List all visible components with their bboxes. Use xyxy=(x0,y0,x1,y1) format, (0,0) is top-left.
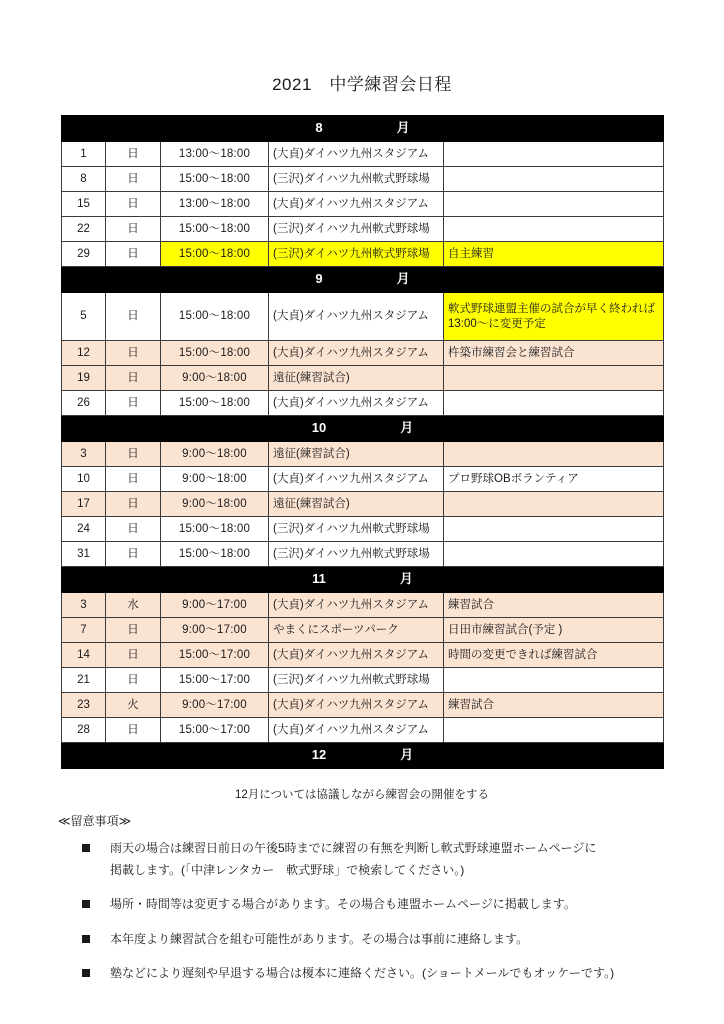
month-banner-row xyxy=(62,116,664,142)
cell-weekday: 日 xyxy=(106,391,161,416)
remarks-heading: ≪留意事項≫ xyxy=(58,814,132,828)
cell-time-range: 9:00～18:00 xyxy=(161,442,269,467)
cell-venue: (三沢)ダイハツ九州軟式野球場 xyxy=(269,517,444,542)
cell-weekday: 日 xyxy=(106,618,161,643)
cell-time-range: 13:00～18:00 xyxy=(161,192,269,217)
cell-time-range: 15:00～18:00 xyxy=(161,341,269,366)
cell-venue: (大貞)ダイハツ九州スタジアム xyxy=(269,467,444,492)
month-banner-cell xyxy=(62,743,664,769)
cell-day-number: 10 xyxy=(62,467,106,492)
schedule-table xyxy=(61,115,664,769)
month-banner-row xyxy=(62,743,664,769)
month-banner-row xyxy=(62,567,664,593)
cell-time-range: 15:00～18:00 xyxy=(161,391,269,416)
table-row xyxy=(62,341,664,366)
table-row xyxy=(62,542,664,567)
december-footnote: 12月については協議しながら練習会の開催をする xyxy=(234,789,490,801)
cell-venue: (大貞)ダイハツ九州スタジアム xyxy=(269,693,444,718)
cell-day-number: 7 xyxy=(62,618,106,643)
month-banner-cell xyxy=(62,267,664,293)
cell-time-range: 15:00～18:00 xyxy=(161,542,269,567)
square-bullet-icon xyxy=(82,969,90,977)
month-kanji-label: 月 xyxy=(400,747,414,763)
month-number: 9 xyxy=(315,271,323,287)
cell-weekday: 日 xyxy=(106,718,161,743)
cell-weekday: 日 xyxy=(106,242,161,267)
month-kanji-label: 月 xyxy=(400,420,414,436)
month-kanji-label: 月 xyxy=(396,271,410,287)
table-row xyxy=(62,142,664,167)
remark-item xyxy=(58,837,678,881)
month-banner-row xyxy=(62,416,664,442)
table-row xyxy=(62,517,664,542)
cell-weekday: 日 xyxy=(106,643,161,668)
cell-venue: (三沢)ダイハツ九州軟式野球場 xyxy=(269,542,444,567)
cell-note xyxy=(444,542,664,567)
cell-day-number: 8 xyxy=(62,167,106,192)
cell-venue: (大貞)ダイハツ九州スタジアム xyxy=(269,643,444,668)
cell-day-number: 17 xyxy=(62,492,106,517)
cell-note xyxy=(444,293,664,341)
remark-text-line: 場所・時間等は変更する場合があります。その場合も連盟ホームページに掲載します。 xyxy=(110,897,576,912)
cell-note xyxy=(444,167,664,192)
table-row xyxy=(62,442,664,467)
remark-text-line: 本年度より練習試合を組む可能性があります。その場合は事前に連絡します。 xyxy=(110,931,529,946)
cell-day-number: 23 xyxy=(62,693,106,718)
cell-note: プロ野球OBボランティア xyxy=(444,467,664,492)
remark-item xyxy=(58,962,678,984)
cell-note xyxy=(444,142,664,167)
cell-note xyxy=(444,668,664,693)
cell-note xyxy=(444,366,664,391)
remarks-section xyxy=(58,812,678,996)
cell-time-range: 15:00～18:00 xyxy=(161,293,269,341)
cell-day-number: 3 xyxy=(62,593,106,618)
cell-weekday: 日 xyxy=(106,192,161,217)
table-row xyxy=(62,618,664,643)
remark-item xyxy=(58,893,678,915)
table-row xyxy=(62,643,664,668)
remark-text-line: 掲載します。(「中津レンタカー 軟式野球」で検索してください。) xyxy=(110,863,465,878)
cell-weekday: 日 xyxy=(106,142,161,167)
table-row xyxy=(62,366,664,391)
cell-time-range: 15:00～18:00 xyxy=(161,242,269,267)
cell-note: 杵築市練習会と練習試合 xyxy=(444,341,664,366)
cell-venue: (三沢)ダイハツ九州軟式野球場 xyxy=(269,217,444,242)
cell-day-number: 22 xyxy=(62,217,106,242)
month-banner-cell xyxy=(62,116,664,142)
month-number: 10 xyxy=(311,420,327,436)
cell-time-range: 13:00～18:00 xyxy=(161,142,269,167)
table-row xyxy=(62,192,664,217)
cell-weekday: 日 xyxy=(106,542,161,567)
cell-note xyxy=(444,192,664,217)
page-title: 2021 中学練習会日程 xyxy=(272,75,452,94)
cell-time-range: 9:00～18:00 xyxy=(161,492,269,517)
cell-weekday: 日 xyxy=(106,167,161,192)
cell-venue: (三沢)ダイハツ九州軟式野球場 xyxy=(269,167,444,192)
cell-weekday: 日 xyxy=(106,442,161,467)
cell-time-range: 9:00～17:00 xyxy=(161,693,269,718)
cell-note: 練習試合 xyxy=(444,593,664,618)
cell-venue: (大貞)ダイハツ九州スタジアム xyxy=(269,293,444,341)
remarks-list xyxy=(58,837,678,984)
cell-note: 時間の変更できれば練習試合 xyxy=(444,643,664,668)
cell-note xyxy=(444,517,664,542)
cell-venue: (大貞)ダイハツ九州スタジアム xyxy=(269,142,444,167)
cell-time-range: 9:00～17:00 xyxy=(161,618,269,643)
remark-text-line: 塾などにより遅刻や早退する場合は榎本に連絡ください。(ショートメールでもオッケーです。) xyxy=(110,965,615,980)
cell-time-range: 15:00～18:00 xyxy=(161,517,269,542)
cell-note xyxy=(444,442,664,467)
square-bullet-icon xyxy=(82,900,90,908)
cell-venue: (大貞)ダイハツ九州スタジアム xyxy=(269,391,444,416)
cell-note xyxy=(444,217,664,242)
cell-weekday: 水 xyxy=(106,593,161,618)
cell-venue: 遠征(練習試合) xyxy=(269,366,444,391)
cell-day-number: 14 xyxy=(62,643,106,668)
cell-note xyxy=(444,492,664,517)
table-row xyxy=(62,242,664,267)
table-row xyxy=(62,593,664,618)
cell-note xyxy=(444,391,664,416)
cell-day-number: 19 xyxy=(62,366,106,391)
cell-note: 自主練習 xyxy=(444,242,664,267)
cell-weekday: 日 xyxy=(106,341,161,366)
cell-weekday: 日 xyxy=(106,668,161,693)
cell-venue: (大貞)ダイハツ九州スタジアム xyxy=(269,192,444,217)
schedule-table-body xyxy=(62,116,664,769)
table-row xyxy=(62,668,664,693)
schedule-table-container xyxy=(61,115,663,769)
cell-venue: やまくにスポーツパーク xyxy=(269,618,444,643)
cell-venue: (大貞)ダイハツ九州スタジアム xyxy=(269,341,444,366)
table-row xyxy=(62,167,664,192)
cell-venue: (三沢)ダイハツ九州軟式野球場 xyxy=(269,668,444,693)
month-number: 8 xyxy=(315,120,323,136)
cell-day-number: 15 xyxy=(62,192,106,217)
cell-weekday: 日 xyxy=(106,293,161,341)
table-row xyxy=(62,718,664,743)
cell-weekday: 日 xyxy=(106,467,161,492)
cell-time-range: 9:00～18:00 xyxy=(161,467,269,492)
cell-time-range: 15:00～18:00 xyxy=(161,167,269,192)
cell-weekday: 日 xyxy=(106,366,161,391)
cell-note xyxy=(444,718,664,743)
cell-day-number: 31 xyxy=(62,542,106,567)
cell-day-number: 24 xyxy=(62,517,106,542)
cell-venue: 遠征(練習試合) xyxy=(269,442,444,467)
table-row xyxy=(62,467,664,492)
month-number: 11 xyxy=(312,571,326,587)
remark-text-line: 雨天の場合は練習日前日の午後5時までに練習の有無を判断し軟式野球連盟ホームページに xyxy=(110,841,597,855)
month-banner-cell xyxy=(62,567,664,593)
cell-time-range: 9:00～17:00 xyxy=(161,593,269,618)
cell-time-range: 15:00～17:00 xyxy=(161,668,269,693)
cell-venue: 遠征(練習試合) xyxy=(269,492,444,517)
cell-day-number: 5 xyxy=(62,293,106,341)
cell-day-number: 1 xyxy=(62,142,106,167)
table-row xyxy=(62,693,664,718)
remark-item xyxy=(58,928,678,950)
month-banner-cell xyxy=(62,416,664,442)
table-row xyxy=(62,492,664,517)
month-number: 12 xyxy=(311,747,327,763)
month-banner-row xyxy=(62,267,664,293)
square-bullet-icon xyxy=(82,844,90,852)
cell-weekday: 火 xyxy=(106,693,161,718)
cell-weekday: 日 xyxy=(106,517,161,542)
cell-day-number: 26 xyxy=(62,391,106,416)
month-kanji-label: 月 xyxy=(396,120,410,136)
table-row xyxy=(62,391,664,416)
cell-day-number: 3 xyxy=(62,442,106,467)
square-bullet-icon xyxy=(82,935,90,943)
cell-note: 日田市練習試合(予定 ) xyxy=(444,618,664,643)
note-line: 軟式野球連盟主催の試合が早く終われば xyxy=(448,303,655,316)
cell-day-number: 29 xyxy=(62,242,106,267)
table-row xyxy=(62,293,664,341)
cell-venue: (大貞)ダイハツ九州スタジアム xyxy=(269,593,444,618)
month-kanji-label: 月 xyxy=(399,571,413,587)
cell-note: 練習試合 xyxy=(444,693,664,718)
note-line: 13:00～に変更予定 xyxy=(448,317,546,330)
cell-time-range: 15:00～17:00 xyxy=(161,718,269,743)
cell-weekday: 日 xyxy=(106,217,161,242)
table-row xyxy=(62,217,664,242)
cell-time-range: 15:00～17:00 xyxy=(161,643,269,668)
cell-day-number: 12 xyxy=(62,341,106,366)
cell-venue: (大貞)ダイハツ九州スタジアム xyxy=(269,718,444,743)
cell-venue: (三沢)ダイハツ九州軟式野球場 xyxy=(269,242,444,267)
cell-weekday: 日 xyxy=(106,492,161,517)
cell-day-number: 28 xyxy=(62,718,106,743)
cell-time-range: 9:00～18:00 xyxy=(161,366,269,391)
cell-time-range: 15:00～18:00 xyxy=(161,217,269,242)
cell-day-number: 21 xyxy=(62,668,106,693)
